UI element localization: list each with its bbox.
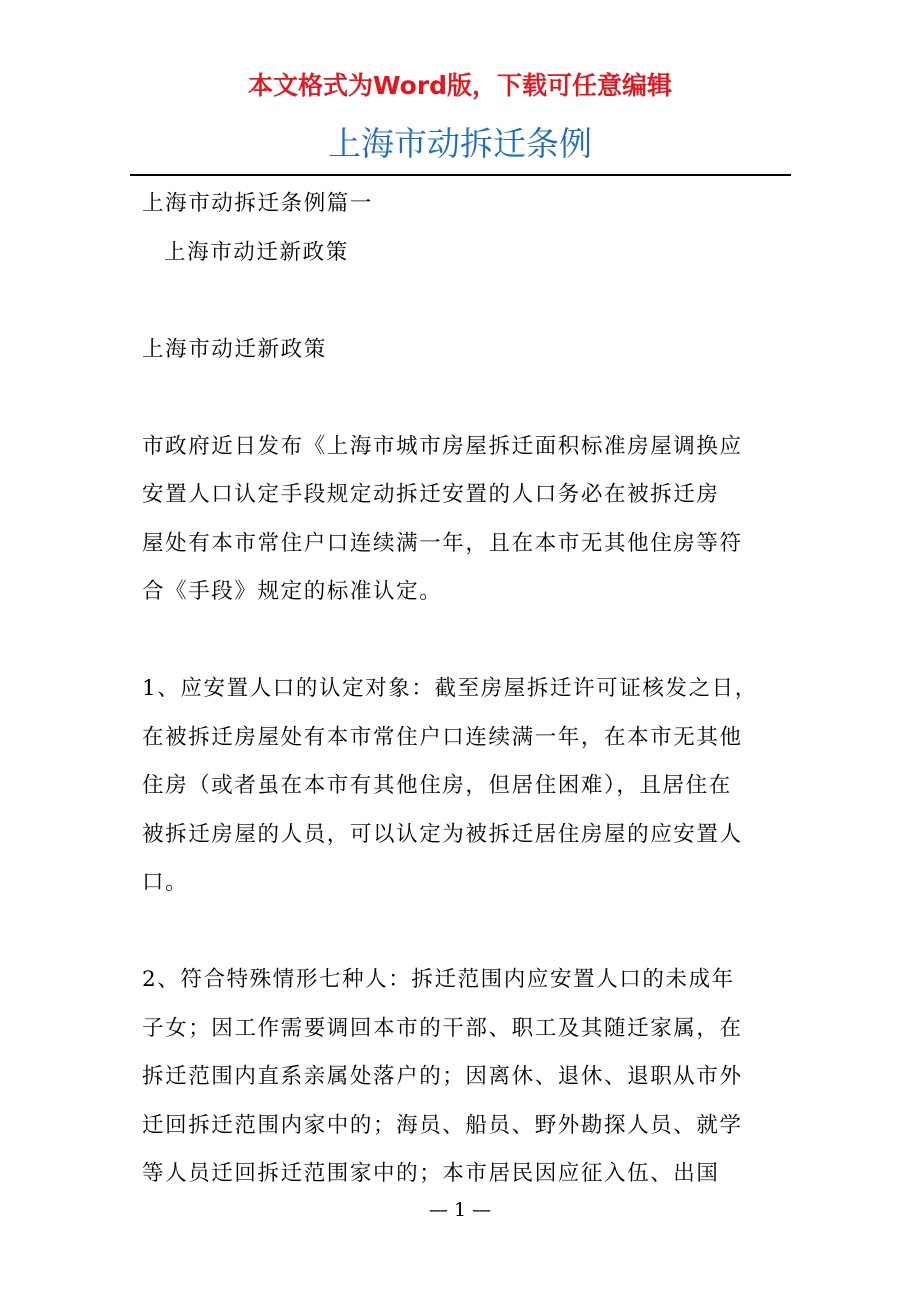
blank-line — [142, 908, 782, 957]
text-line: 合《手段》规定的标准认定。 — [142, 579, 443, 604]
section-heading: 上海市动拆迁条例篇一 — [142, 191, 374, 216]
text-line: 口。 — [142, 870, 189, 895]
text-line: 被拆迁房屋的人员，可以认定为被拆迁居住房屋的应安置人 — [142, 821, 743, 847]
blank-line — [142, 374, 782, 423]
paragraph-heading: 上海市动迁新政策 — [142, 336, 327, 362]
text-line: 安置人口认定手段规定动拆迁安置的人口务必在被拆迁房 — [142, 482, 720, 507]
blank-line — [142, 277, 782, 326]
text-line: 1、应安置人口的认定对象：截至房屋拆迁许可证核发之日， — [142, 676, 758, 701]
page-number: — 1 — — [428, 1199, 492, 1221]
document-title: 上海市动拆迁条例 — [328, 124, 592, 163]
text-line: 拆迁范围内直系亲属处落户的；因离休、退休、退职从市外 — [142, 1064, 743, 1089]
blank-line — [142, 617, 782, 666]
text-line: 迁回拆迁范围内家中的；海员、船员、野外勘探人员、就学 — [142, 1112, 743, 1138]
text-line: 等人员迁回拆迁范围家中的；本市居民因应征入伍、出国 — [142, 1161, 720, 1186]
paragraph-intro — [142, 423, 782, 617]
document-body — [142, 180, 782, 1199]
format-notice-banner: 本文格式为Word版，下载可任意编辑 — [247, 71, 673, 100]
paragraph-item-1 — [142, 665, 782, 908]
text-line: 屋处有本市常住户口连续满一年，且在本市无其他住房等符 — [142, 530, 743, 556]
paragraph-item-2 — [142, 956, 782, 1199]
text-line: 住房（或者虽在本市有其他住房，但居住困难），且居住在 — [142, 773, 732, 798]
text-line: 在被拆迁房屋处有本市常住户口连续满一年，在本市无其他 — [142, 724, 743, 750]
text-line: 子女；因工作需要调回本市的干部、职工及其随迁家属，在 — [142, 1015, 743, 1041]
text-line: 2、符合特殊情形七种人：拆迁范围内应安置人口的未成年 — [142, 967, 735, 992]
title-divider — [130, 174, 791, 176]
section-subtitle: 上海市动迁新政策 — [164, 239, 349, 265]
text-line: 市政府近日发布《上海市城市房屋拆迁面积标准房屋调换应 — [142, 433, 743, 459]
